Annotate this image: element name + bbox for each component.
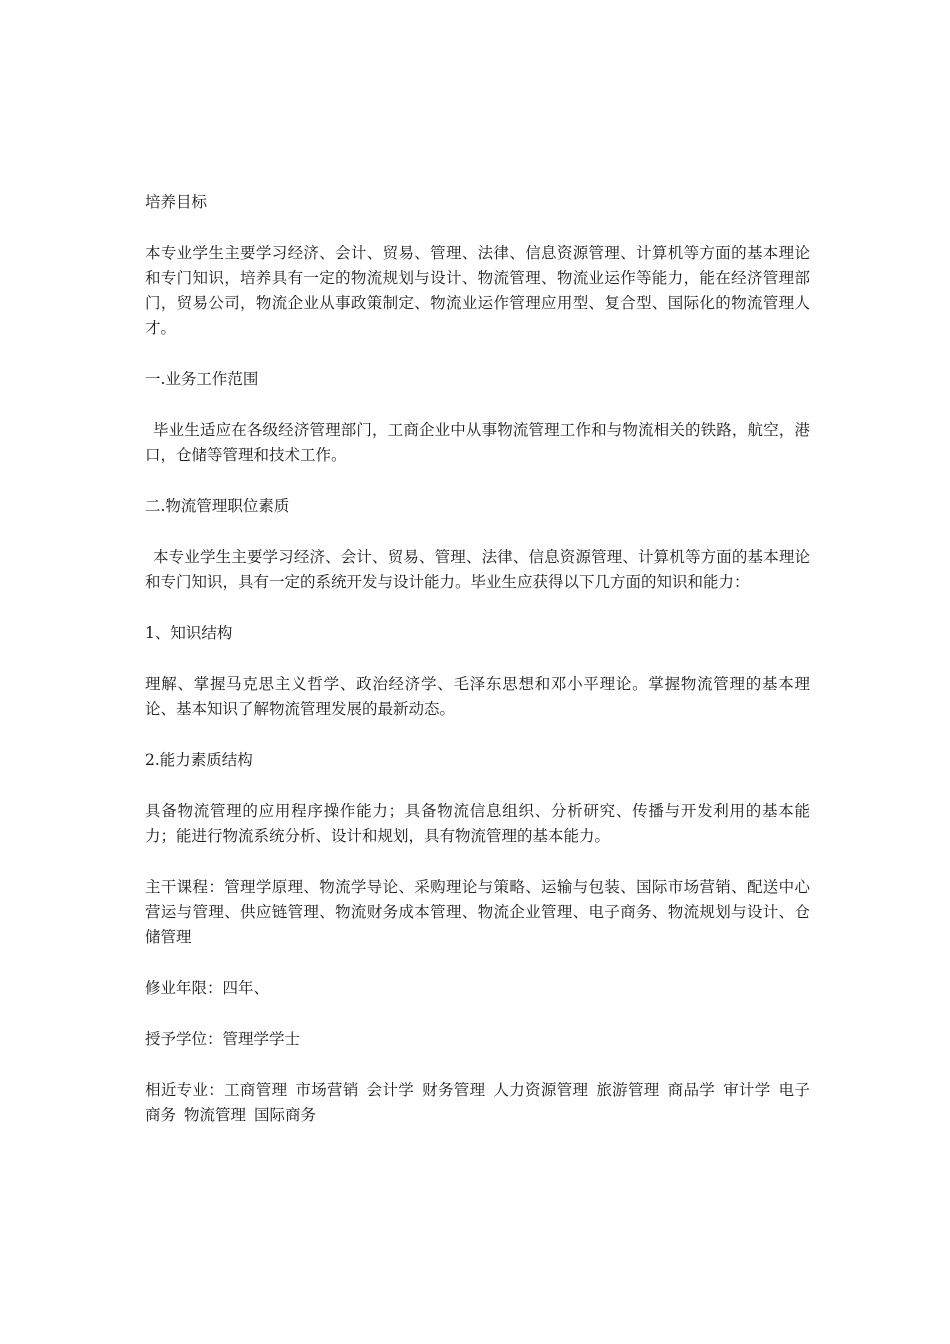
degree-line: 授予学位：管理学学士: [145, 1030, 301, 1048]
knowledge-heading: 1、知识结构: [145, 624, 233, 642]
related-major: 财务管理: [422, 1081, 486, 1099]
related-majors-paragraph: [145, 1078, 810, 1128]
related-major: 人力资源管理: [493, 1081, 589, 1099]
related-major: 旅游管理: [596, 1081, 660, 1099]
related-major: 审计学: [723, 1081, 771, 1099]
knowledge-paragraph: 理解、掌握马克思主义哲学、政治经济学、毛泽东思想和邓小平理论。掌握物流管理的基本理论、基本知识了解物流管理发展的最新动态。: [145, 675, 810, 718]
related-major: 会计学: [366, 1081, 415, 1099]
related-major: 国际商务: [254, 1106, 317, 1124]
related-major: 市场营销: [295, 1081, 359, 1099]
section1-heading: 一.业务工作范围: [145, 370, 259, 388]
document-page: [145, 190, 810, 1154]
section1-paragraph: 毕业生适应在各级经济管理部门，工商企业中从事物流管理工作和与物流相关的铁路，航空，港口，仓储等管理和技术工作。: [145, 421, 810, 464]
related-major: 电子商务: [145, 1081, 810, 1124]
ability-heading: 2.能力素质结构: [145, 751, 253, 769]
related-majors-label: 相近专业：: [145, 1081, 225, 1099]
related-major: 工商管理: [224, 1081, 288, 1099]
intro-paragraph: 本专业学生主要学习经济、会计、贸易、管理、法律、信息资源管理、计算机等方面的基本理论和专门知识，培养具有一定的物流规划与设计、物流管理、物流业运作等能力，能在经济管理部门，贸易公司，物流企业从事政策制定、物流业运作管理应用型、复合型、国际化的物流管理人才。: [145, 244, 810, 337]
duration-line: 修业年限：四年、: [145, 979, 270, 997]
related-major: 商品学: [667, 1081, 716, 1099]
document-title: 培养目标: [145, 193, 208, 211]
ability-paragraph: 具备物流管理的应用程序操作能力；具备物流信息组织、分析研究、传播与开发利用的基本能力；能进行物流系统分析、设计和规划，具有物流管理的基本能力。: [145, 802, 810, 845]
courses-paragraph: 主干课程：管理学原理、物流学导论、采购理论与策略、运输与包装、国际市场营销、配送中心营运与管理、供应链管理、物流财务成本管理、物流企业管理、电子商务、物流规划与设计、仓储管理: [145, 878, 810, 946]
related-major: 物流管理: [184, 1106, 247, 1124]
section2-paragraph: 本专业学生主要学习经济、会计、贸易、管理、法律、信息资源管理、计算机等方面的基本理论和专门知识，具有一定的系统开发与设计能力。毕业生应获得以下几方面的知识和能力：: [145, 548, 810, 591]
section2-heading: 二.物流管理职位素质: [145, 497, 290, 515]
